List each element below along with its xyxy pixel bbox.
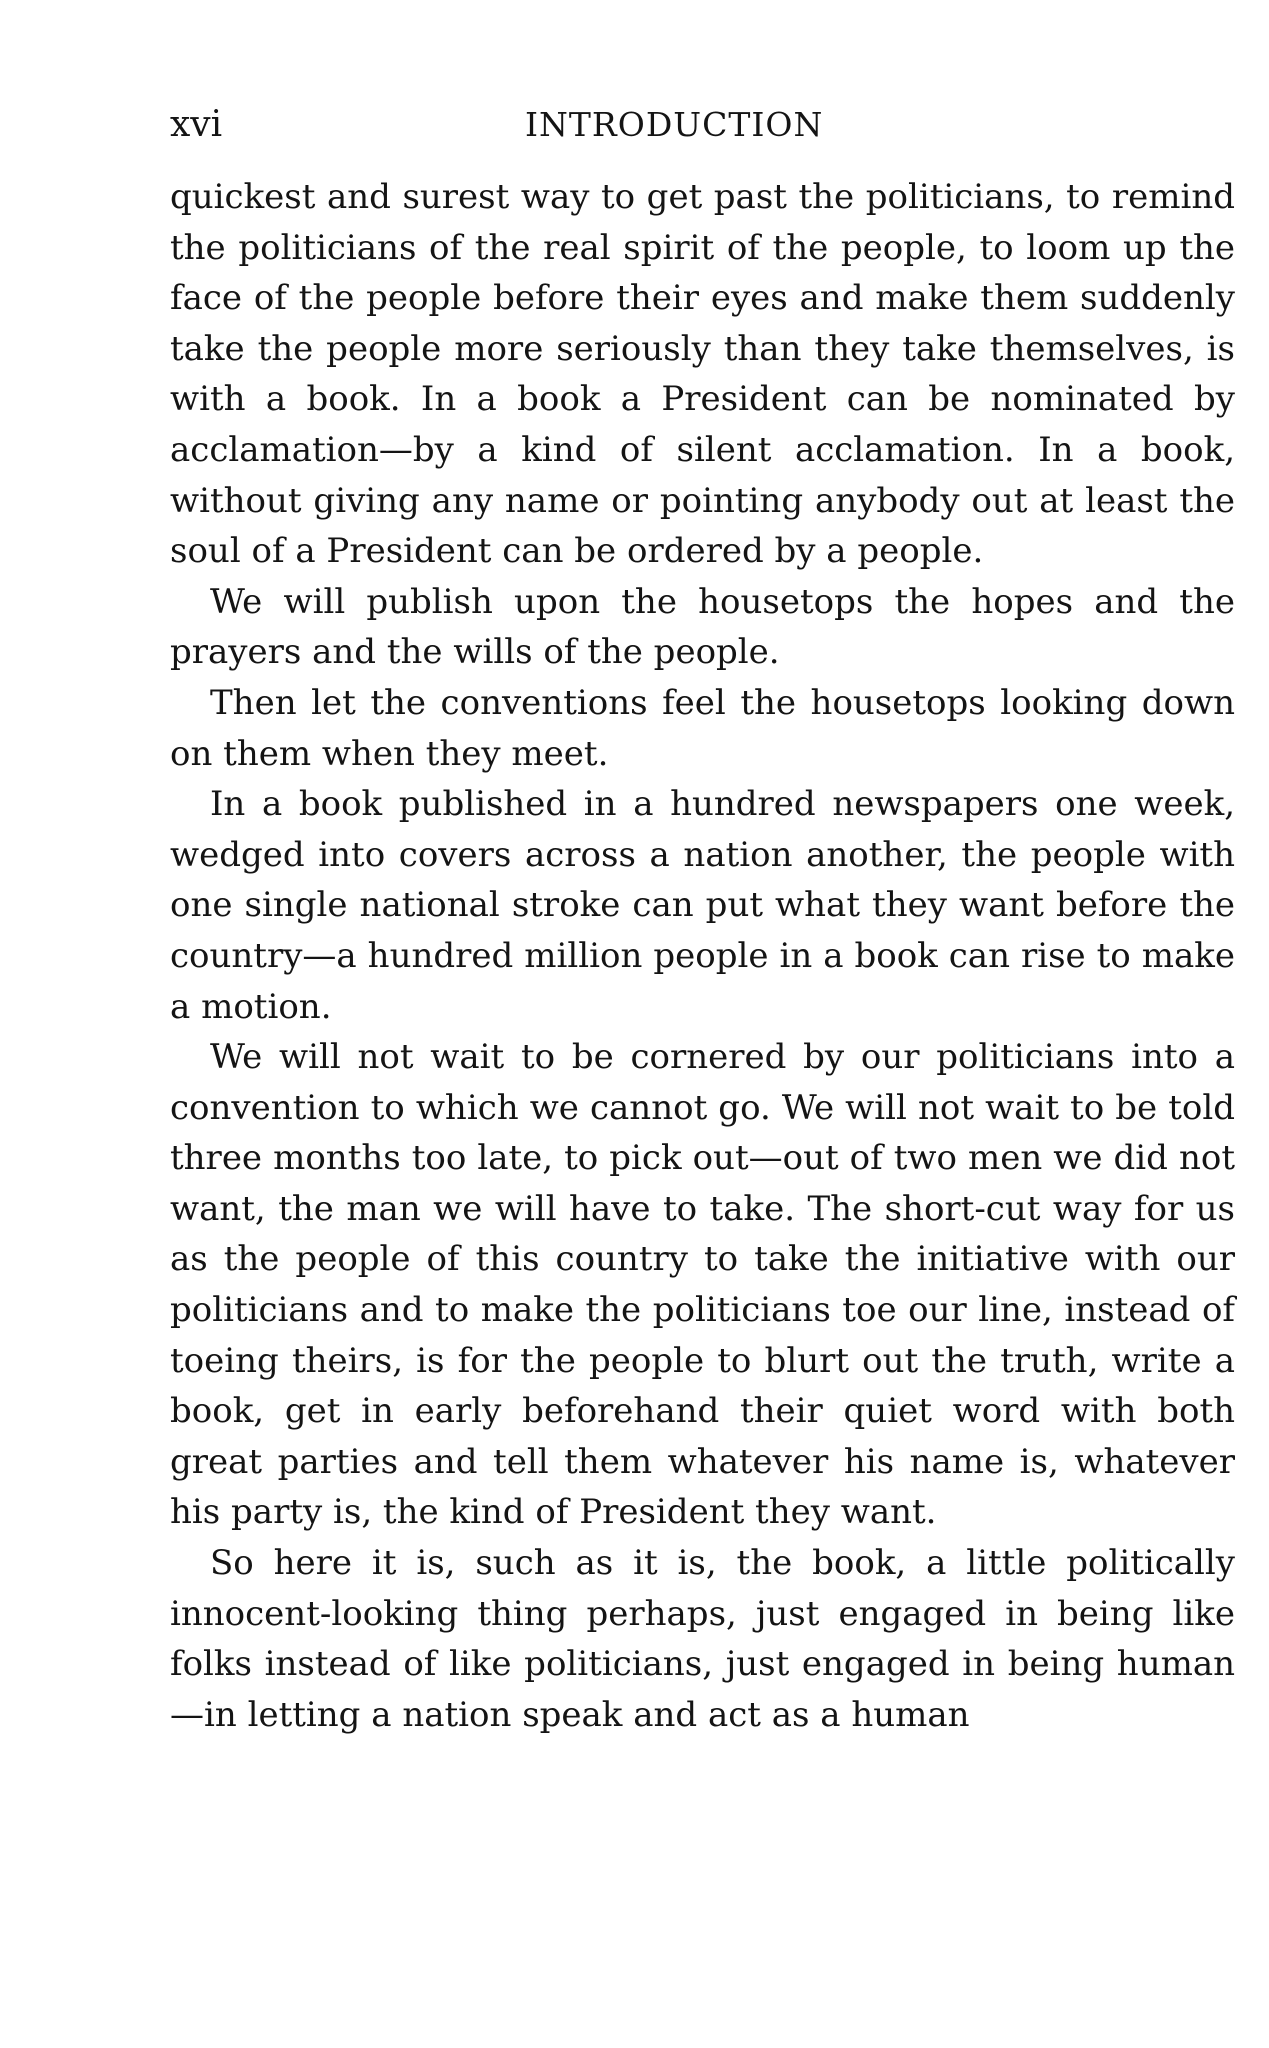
body-text [170, 172, 1235, 1740]
paragraph-housetops: We will publish upon the housetops the hopes and the prayers and the wills of the people. [170, 581, 1235, 673]
paragraph-politicians: We will not wait to be cornered by our politicians into a convention to which we cannot go. We will not wait to be told three months too late, to pick out—out of two men we did not want, the man we will have to take. The short-cut way for us as the people of this country to take the initiative with our politicians and to make the politicians toe our line, instead of toeing theirs, is for the people to blurt out the truth, write a book, get in early beforehand their quiet word with both great parties and tell them whatever his name is, whatever his party is, the kind of President they want. [170, 1037, 1235, 1533]
book-page [170, 95, 1235, 1740]
page-number: xvi [170, 104, 223, 145]
paragraph-continued: quickest and surest way to get past the politicians, to remind the politicians of the real spirit of the people, to loom up the face of the people before their eyes and make them suddenly take the people more seriously than they take themselves, is with a book. In a book a President can be nominated by acclamation—by a kind of silent acclamation. In a book, without giving any name or pointing anybody out at least the soul of a President can be ordered by a people. [170, 177, 1235, 572]
paragraph-newspapers: In a book published in a hundred newspapers one week, wedged into covers across a nation another, the people with one single national stroke can put what they want before the country—a hundred million people in a book can rise to make a motion. [170, 784, 1235, 1027]
paragraph-conventions: Then let the conventions feel the housetops looking down on them when they meet. [170, 682, 1235, 774]
running-title: INTRODUCTION [525, 105, 824, 144]
running-head [170, 95, 1235, 155]
paragraph-the-book: So here it is, such as it is, the book, a little politically innocent-looking thing perhaps, just engaged in being like folks instead of like politicians, just engaged in being human—in letting a nation speak and act as a human [170, 1543, 1235, 1735]
